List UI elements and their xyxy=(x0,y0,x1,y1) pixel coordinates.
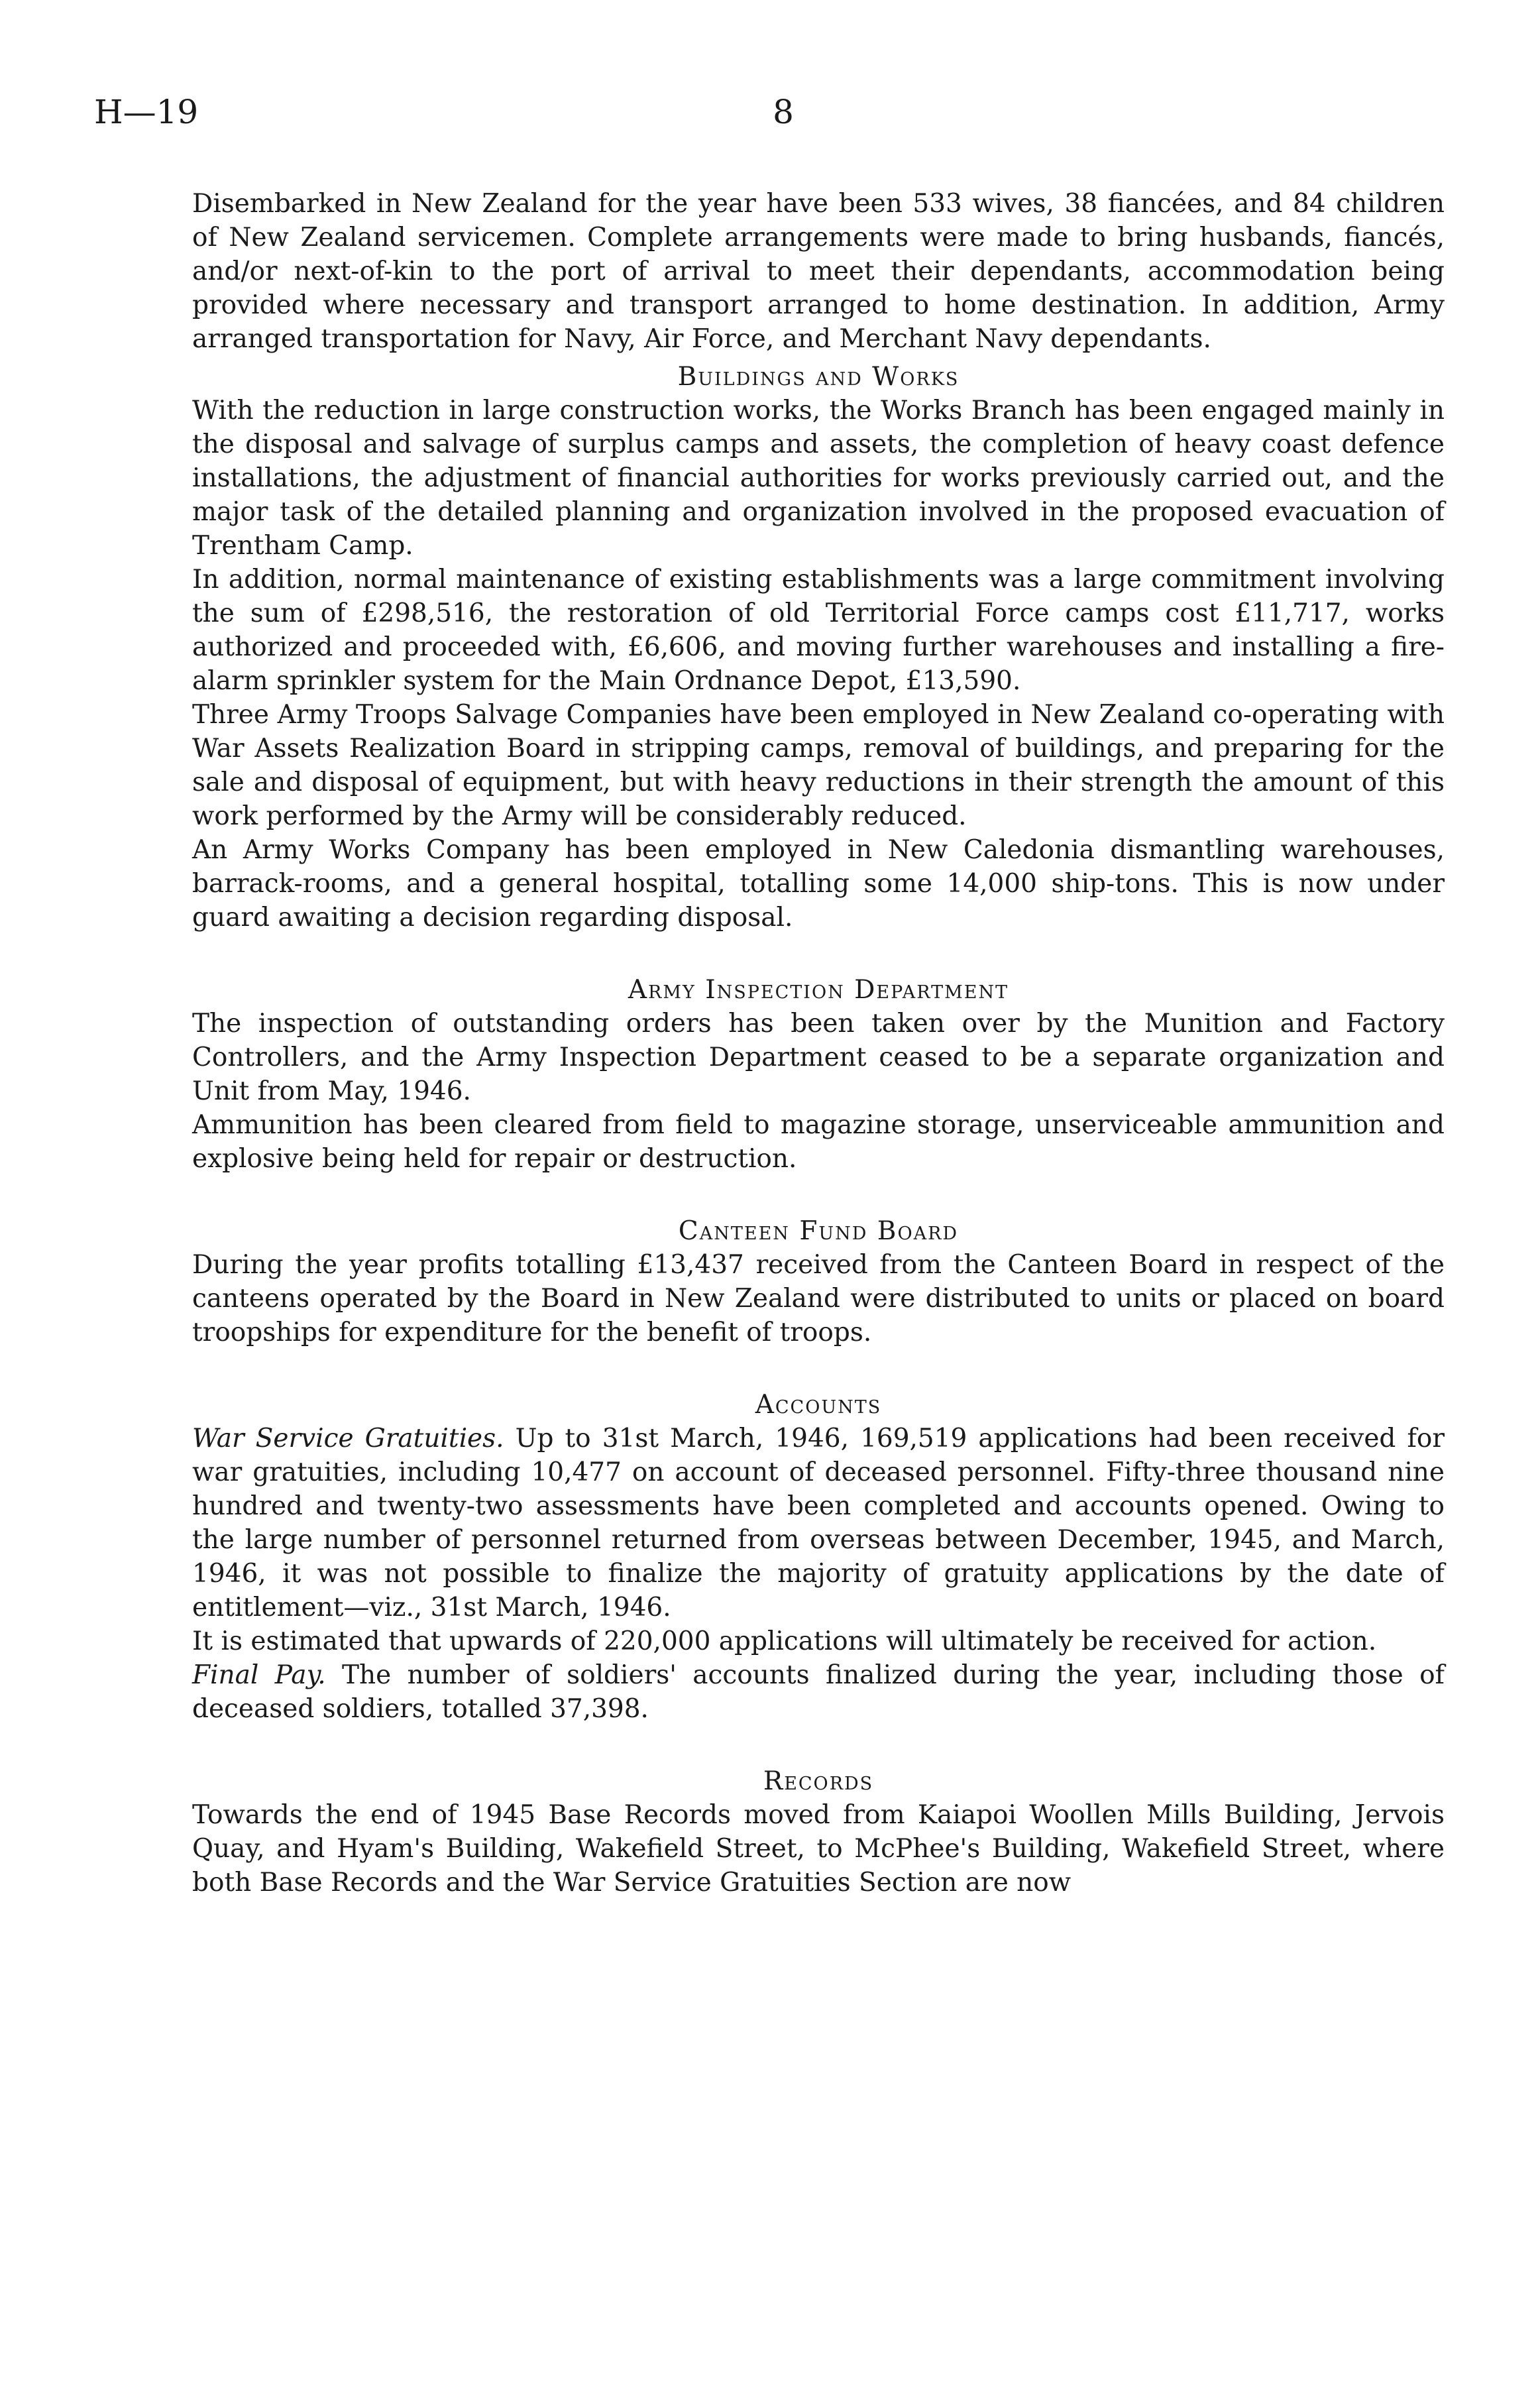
page-body xyxy=(192,187,1445,1900)
paragraph-applications-estimate: It is estimated that upwards of 220,000 applications will ultimately be received for action. xyxy=(192,1626,1377,1656)
heading-canteen-fund-board: Canteen Fund Board xyxy=(678,1216,959,1246)
paragraph-new-caledonia: An Army Works Company has been employed in New Caledonia dismantling warehouses, barrack-rooms, and a general hospital, totalling some 14,000 ship-tons. This is now under guard awaiting a decision regarding disposal. xyxy=(192,835,1445,933)
heading-army-inspection: Army Inspection Department xyxy=(628,975,1009,1005)
page-number: 8 xyxy=(773,93,794,131)
heading-accounts: Accounts xyxy=(755,1390,882,1420)
heading-records: Records xyxy=(763,1766,874,1796)
paragraph-works-reduction: With the reduction in large construction works, the Works Branch has been engaged mainly in the disposal and salvage of surplus camps and assets, the completion of heavy coast defence installations, the adjustment of financial authorities for works previously carried out, and the major task of the detailed planning and organization involved in the proposed evacuation of Trentham Camp. xyxy=(192,396,1445,561)
paragraph-disembarkation: Disembarked in New Zealand for the year have been 533 wives, 38 fiancées, and 84 children of New Zealand servicemen. Complete arrangements were made to bring husbands, fiancés, and/or next-of-kin to the port of arrival to meet their dependants, accommodation being provided where necessary and transport arranged to home destination. In addition, Army arranged transportation for Navy, Air Force, and Merchant Navy dependants. xyxy=(192,189,1445,354)
paragraph-war-gratuities: War Service Gratuities. Up to 31st March, 1946, 169,519 applications had been received for war gratuities, including 10,477 on account of deceased personnel. Fifty-three thousand nine hundred and twenty-two assessments have been completed and accounts opened. Owing to the large number of personnel returned from overseas between December, 1945, and March, 1946, it was not possible to finalize the majority of gratuity applications by the date of entitlement—viz., 31st March, 1946. xyxy=(192,1424,1445,1622)
heading-buildings-and-works: Buildings and Works xyxy=(677,362,960,392)
paragraph-salvage-companies: Three Army Troops Salvage Companies have been employed in New Zealand co-operating with War Assets Realization Board in stripping camps, removal of buildings, and preparing for the sale and disposal of equipment, but with heavy reductions in their strength the amount of this work performed by the Army will be considerably reduced. xyxy=(192,700,1445,831)
paragraph-inspection-orders: The inspection of outstanding orders has been taken over by the Munition and Factory Controllers, and the Army Inspection Department ceased to be a separate organization and Unit from May, 1946. xyxy=(192,1009,1445,1106)
paragraph-ammunition: Ammunition has been cleared from field to magazine storage, unserviceable ammunition and explosive being held for repair or destruction. xyxy=(192,1110,1445,1174)
document-reference: H—19 xyxy=(94,93,199,131)
paragraph-canteen-profits: During the year profits totalling £13,437 received from the Canteen Board in respect of the canteens operated by the Board in New Zealand were distributed to units or placed on board troopships for expenditure for the benefit of troops. xyxy=(192,1250,1445,1347)
paragraph-final-pay: Final Pay. The number of soldiers' accounts finalized during the year, including those of deceased soldiers, totalled 37,398. xyxy=(192,1660,1445,1724)
page-header xyxy=(94,93,1439,146)
run-in-final-pay: Final Pay. xyxy=(192,1660,326,1690)
paragraph-maintenance-costs: In addition, normal maintenance of existing establishments was a large commitment involving the sum of £298,516, the restoration of old Territorial Force camps cost £11,717, works authorized and proceeded with, £6,606, and moving further warehouses and installing a fire-alarm sprinkler system for the Main Ordnance Depot, £13,590. xyxy=(192,565,1445,696)
run-in-war-service-gratuities: War Service Gratuities. xyxy=(192,1424,504,1453)
paragraph-base-records: Towards the end of 1945 Base Records moved from Kaiapoi Woollen Mills Building, Jervois Quay, and Hyam's Building, Wakefield Street, to McPhee's Building, Wakefield Street, where both Base Records and the War Service Gratuities Section are now xyxy=(192,1800,1445,1898)
